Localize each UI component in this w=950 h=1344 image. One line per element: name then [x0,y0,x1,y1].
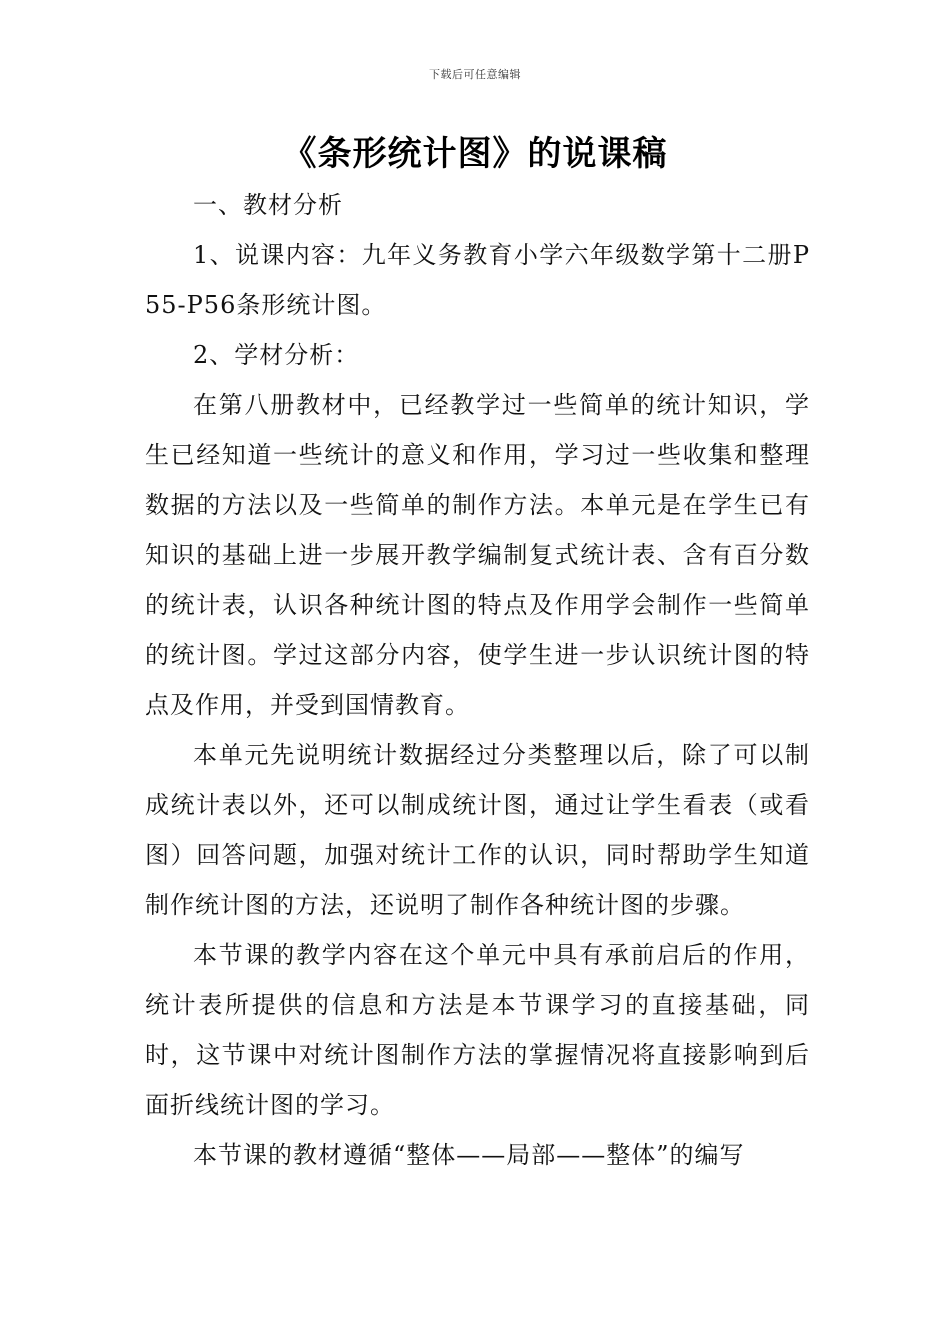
paragraph: 本节课的教学内容在这个单元中具有承前启后的作用，统计表所提供的信息和方法是本节课学习的直接基础，同时，这节课中对统计图制作方法的掌握情况将直接影响到后面折线统计图的学习。 [145,941,810,1119]
paragraph: 在第八册教材中，已经教学过一些简单的统计知识，学生已经知道一些统计的意义和作用，学习过一些收集和整理数据的方法以及一些简单的制作方法。本单元是在学生已有知识的基础上进一步展开教学编制复式统计表、含有百分数的统计表，认识各种统计图的特点及作用学会制作一些简单的统计图。学过这部分内容，使学生进一步认识统计图的特点及作用，并受到国情教育。 [145,391,810,719]
document-body [145,180,810,1180]
paragraph: 本单元先说明统计数据经过分类整理以后，除了可以制成统计表以外，还可以制成统计图，通过让学生看表（或看图）回答问题，加强对统计工作的认识，同时帮助学生知道制作统计图的方法，还说明了制作各种统计图的步骤。 [145,741,810,919]
section-heading: 一、教材分析 [193,191,343,219]
header-note: 下载后可任意编辑 [429,68,521,81]
paragraph: 2、学材分析： [193,341,360,369]
paragraph: 1、说课内容：九年义务教育小学六年级数学第十二册P55-P56条形统计图。 [145,241,810,319]
document-title: 《条形统计图》的说课稿 [282,134,668,174]
paragraph: 本节课的教材遵循“整体——局部——整体”的编写 [193,1141,745,1169]
